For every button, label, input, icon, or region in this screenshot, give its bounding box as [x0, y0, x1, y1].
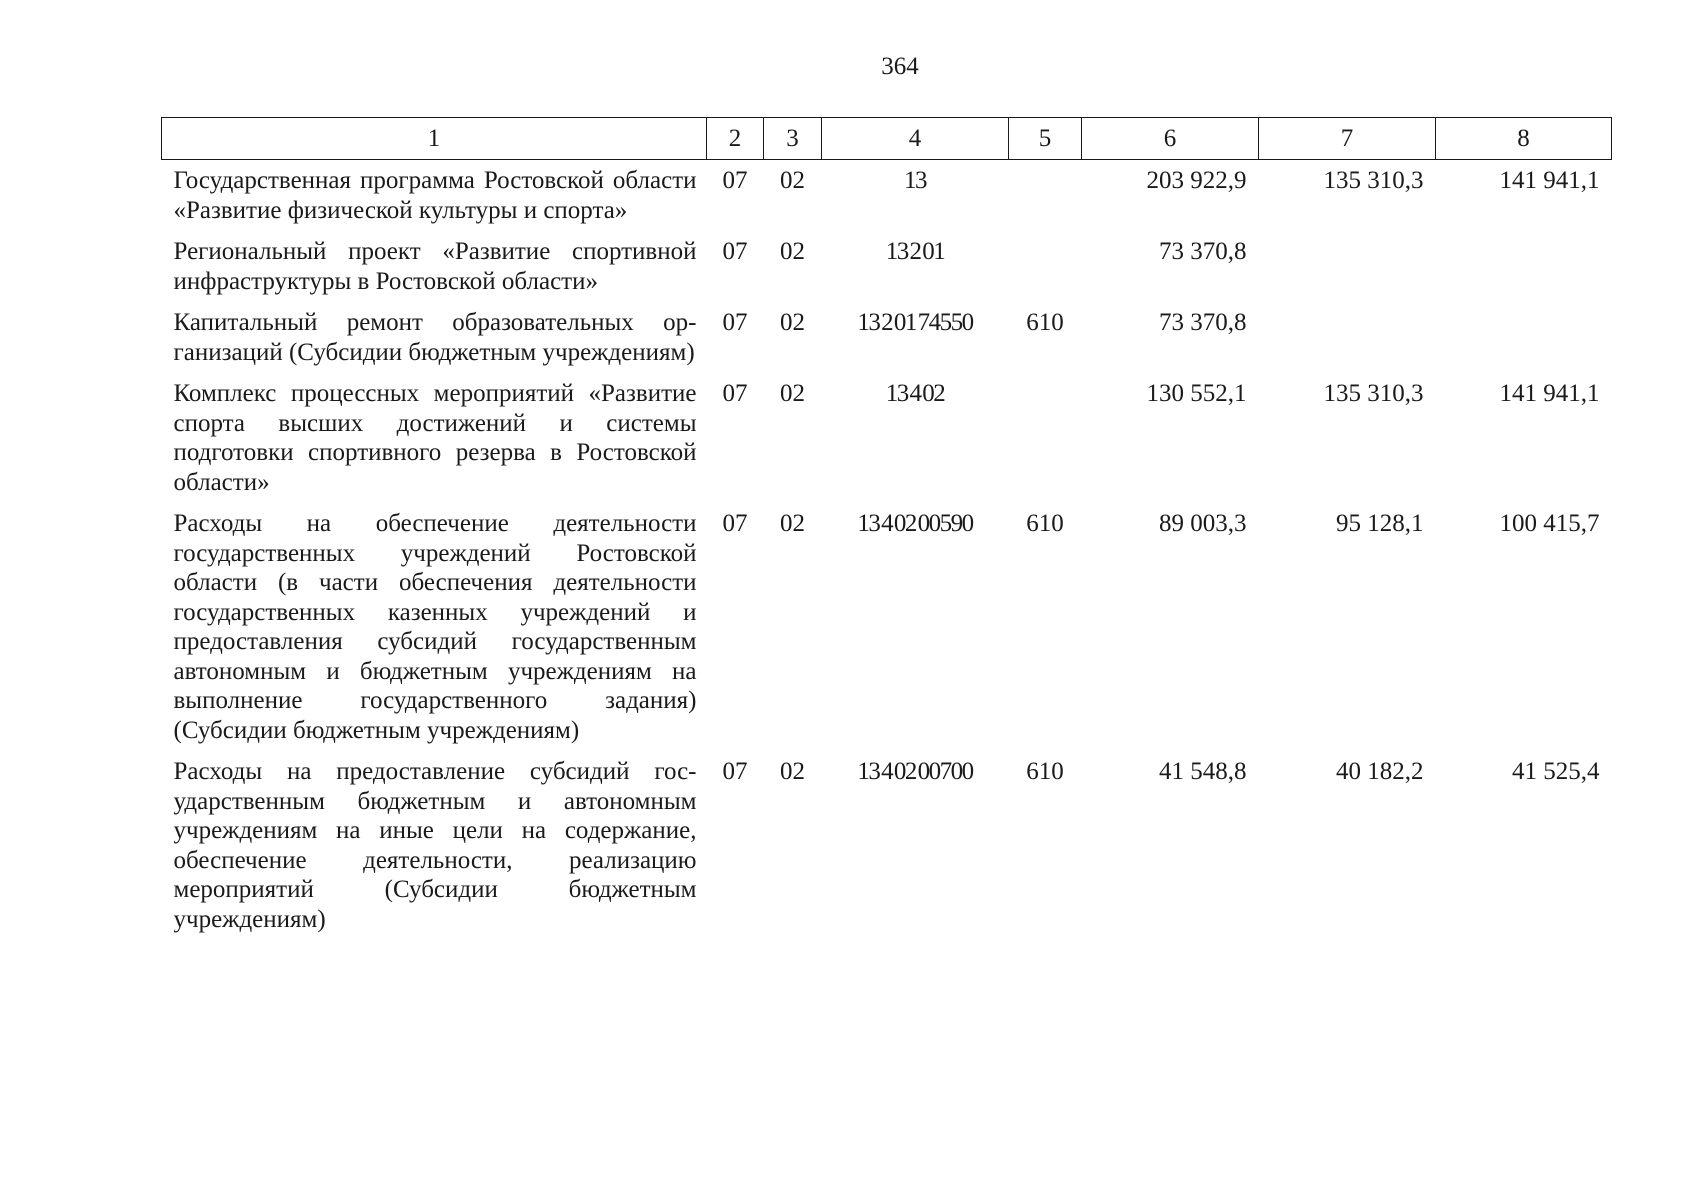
row-expense-type: 610 — [1026, 309, 1064, 336]
row-name: Расходы на предоставление субсидий государственным бюджетным и автономным учреждениям на иные цели на содержание, обеспечение деятельности, реализацию мероприятий (Субсидии бюджетным учреждениям) — [173, 758, 697, 933]
row-target-article: 13 2 01 74550 — [857, 309, 973, 336]
table-row — [162, 751, 1612, 940]
row-expense-type: 610 — [1026, 510, 1064, 537]
row-name: Капитальный ремонт образовательных организаций (Субсидии бюджетным учреждениям) — [173, 309, 697, 366]
row-value-col6: 203 922,9 — [1146, 167, 1247, 194]
row-target-article: 13 4 02 00700 — [857, 758, 973, 785]
row-value-col7: 40 182,2 — [1336, 758, 1424, 785]
row-value-col7 — [1259, 302, 1436, 373]
header-col-6: 6 — [1082, 118, 1259, 160]
table-row — [162, 373, 1612, 503]
row-subsection: 02 — [780, 167, 805, 194]
header-col-4: 4 — [822, 118, 1009, 160]
row-value-col6: 73 370,8 — [1159, 309, 1247, 336]
row-name: Расходы на обеспечение деятельности государственных учреждений Ростовской области (в части обеспечения деятельности государственных казенных учреждений и предоставления субсидий государственным автономным и бюджетным учреждениям на выполнение государственного задания) (Субсидии бюджетным учреждениям) — [173, 510, 697, 744]
row-value-col7 — [1259, 231, 1436, 302]
row-target-article: 13 — [904, 167, 926, 194]
row-value-col8: 41 525,4 — [1512, 758, 1600, 785]
row-expense-type — [1009, 231, 1082, 302]
row-section: 07 — [722, 380, 748, 407]
row-section: 07 — [722, 510, 748, 537]
row-value-col7: 135 310,3 — [1323, 167, 1424, 194]
row-value-col7: 135 310,3 — [1323, 380, 1424, 407]
row-value-col7: 95 128,1 — [1336, 510, 1424, 537]
row-target-article: 13 4 02 — [885, 380, 945, 407]
row-expense-type: 610 — [1026, 758, 1064, 785]
row-subsection: 02 — [780, 238, 805, 265]
header-col-8: 8 — [1436, 118, 1612, 160]
table-row — [162, 503, 1612, 751]
header-col-5: 5 — [1009, 118, 1082, 160]
row-value-col8 — [1436, 302, 1612, 373]
row-value-col6: 41 548,8 — [1159, 758, 1247, 785]
row-name: Государственная программа Ростовской области «Развитие физической культуры и спорта» — [173, 167, 697, 224]
budget-table — [161, 117, 1612, 940]
row-expense-type — [1009, 160, 1082, 232]
header-col-1: 1 — [162, 118, 707, 160]
table-row — [162, 160, 1612, 232]
row-name: Региональный проект «Развитие спортивной инфраструктуры в Ростовской области» — [173, 238, 697, 295]
row-value-col8: 141 941,1 — [1499, 380, 1600, 407]
row-value-col6: 73 370,8 — [1159, 238, 1247, 265]
header-row — [162, 118, 1612, 160]
row-subsection: 02 — [780, 380, 805, 407]
header-col-2: 2 — [707, 118, 764, 160]
row-value-col6: 130 552,1 — [1146, 380, 1247, 407]
row-value-col8 — [1436, 231, 1612, 302]
table-header — [162, 118, 1612, 160]
table-row — [162, 231, 1612, 302]
row-value-col8: 141 941,1 — [1499, 167, 1600, 194]
row-section: 07 — [722, 758, 748, 785]
header-col-3: 3 — [764, 118, 822, 160]
row-target-article: 13 4 02 00590 — [857, 510, 973, 537]
row-target-article: 13 2 01 — [885, 238, 945, 265]
table-body — [162, 160, 1612, 941]
header-col-7: 7 — [1259, 118, 1436, 160]
row-section: 07 — [722, 309, 748, 336]
row-expense-type — [1009, 373, 1082, 503]
row-subsection: 02 — [780, 758, 805, 785]
row-section: 07 — [722, 238, 748, 265]
row-value-col6: 89 003,3 — [1159, 510, 1247, 537]
table-row — [162, 302, 1612, 373]
row-value-col8: 100 415,7 — [1499, 510, 1600, 537]
row-section: 07 — [722, 167, 748, 194]
row-name: Комплекс процессных мероприятий «Развитие спорта высших достижений и системы подготовки спортивного резерва в Ростовской области» — [173, 380, 697, 496]
row-subsection: 02 — [780, 510, 805, 537]
page-number: 364 — [881, 53, 919, 80]
row-subsection: 02 — [780, 309, 805, 336]
